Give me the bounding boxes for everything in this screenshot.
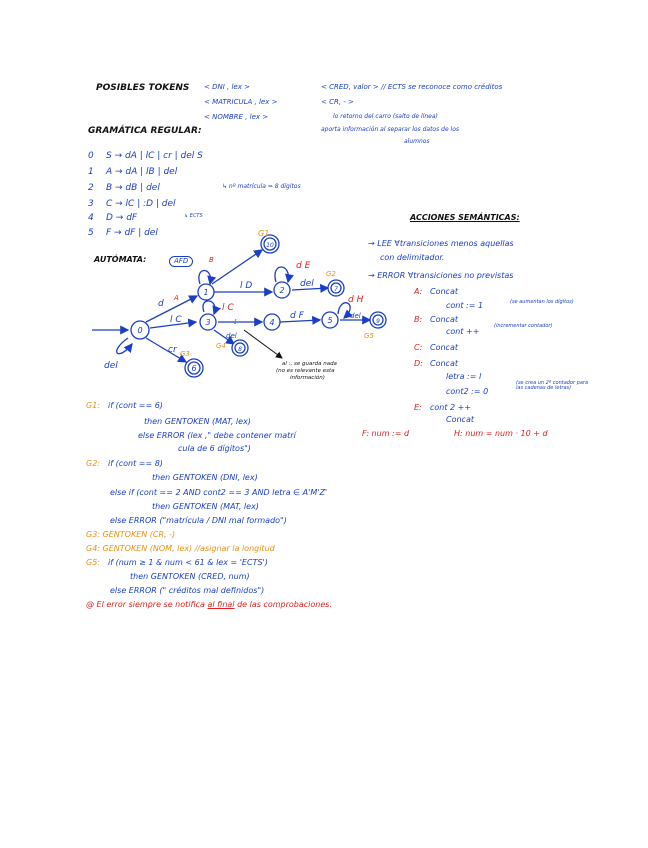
g1-line-2: then GENTOKEN (MAT, lex): [144, 417, 251, 426]
edge-label: del: [226, 332, 237, 340]
edge-label: d H: [348, 295, 364, 305]
g1-line-3: else ERROR (lex ," debe contener matrí: [138, 431, 296, 440]
g5-line-3: else ERROR (" créditos mal definidos"): [110, 586, 265, 595]
grammar-rule: B → dB | del: [106, 183, 160, 193]
g2-line-5: else ERROR ("matrícula / DNI mal formado"): [110, 516, 287, 525]
rule-number: 4: [88, 213, 94, 223]
edge-label: d E: [296, 261, 311, 271]
edge-1-10: [212, 250, 262, 284]
rule-number: 0: [88, 151, 94, 161]
token-matricula: < MATRICULA , lex >: [204, 98, 278, 106]
loop-1: [199, 271, 211, 285]
state-label: 3: [205, 318, 211, 327]
grammar-rule: C → lC | :D | del: [106, 199, 176, 209]
state-label: 7: [334, 286, 338, 293]
edge-label: B: [209, 256, 214, 264]
grammar-note-ects: ↳ ECTS: [184, 213, 203, 219]
g3-line: G3: GENTOKEN (CR, -): [86, 530, 176, 539]
action-e-1: cont 2 ++: [430, 403, 472, 412]
edge-label: l C: [170, 315, 182, 325]
state-label: 6: [191, 364, 197, 373]
action-d-1: Concat: [430, 359, 458, 368]
nothing-note-3: información): [290, 375, 325, 381]
lee-line-1: → LEE ∀transiciones menos aquellas: [368, 239, 514, 248]
cr-note-2: aporta información al separar los datos de los: [321, 126, 460, 133]
action-d-note: (se crea un 2º contador para las cadenas de letras): [516, 380, 589, 391]
action-b-note: (incrementar contador): [494, 323, 553, 329]
grammar-rule: S → dA | lC | cr | del S: [106, 151, 203, 161]
final-note-suffix: de las comprobaciones.: [237, 600, 333, 609]
action-tag: G5: [364, 332, 374, 340]
grammar-heading: GRAMÁTICA REGULAR:: [88, 126, 202, 136]
action-a-2: cont := 1: [446, 301, 484, 310]
rule-number: 2: [88, 183, 94, 193]
g4-line: G4: GENTOKEN (NOM, lex) //asignar la longitud: [86, 544, 275, 553]
action-tag: G4: [216, 342, 226, 350]
edge-label: del: [300, 279, 314, 289]
g1-line-4: cula de 6 dígitos"): [178, 444, 251, 453]
action-e-2: Concat: [446, 415, 474, 424]
action-h: H: num = num · 10 + d: [454, 429, 548, 438]
action-c-label: C:: [414, 343, 423, 352]
cr-note-1: lo retorno del carro (salto de línea): [333, 113, 438, 120]
token-cr: < CR, - >: [321, 98, 354, 106]
action-a-1: Concat: [430, 287, 458, 296]
state-label: 10: [266, 242, 274, 249]
state-label: 2: [279, 286, 285, 295]
g2-label: G2:: [86, 459, 100, 468]
state-label: 8: [238, 346, 242, 353]
rule-number: 3: [88, 199, 94, 209]
lee-line-2: con delimitador.: [380, 253, 445, 262]
action-tag: G1: [258, 229, 270, 238]
action-b-1: Concat: [430, 315, 458, 324]
g5-line-2: then GENTOKEN (CRED, num): [130, 572, 250, 581]
g1-label: G1:: [86, 401, 100, 410]
final-note-underlined: al final: [207, 600, 235, 609]
action-tag: G3: [180, 350, 190, 358]
cr-note-3: alumnos: [404, 138, 430, 145]
automaton-heading: AUTÓMATA:: [94, 255, 147, 264]
action-a-label: A:: [414, 287, 423, 296]
edge-label: cr: [168, 345, 177, 355]
edge-label: del: [350, 312, 361, 320]
edge-label: d: [158, 299, 164, 309]
note-arrow: [244, 330, 282, 358]
state-label: 4: [269, 318, 275, 327]
edge-label: d F: [290, 311, 304, 321]
rule-number: 1: [88, 167, 94, 177]
error-line: → ERROR ∀transiciones no previstas: [368, 271, 514, 280]
edge-label: A: [174, 294, 179, 302]
tokens-heading: POSIBLES TOKENS: [96, 83, 190, 93]
grammar-rule: A → dA | lB | del: [106, 167, 178, 177]
g2-line-2: then GENTOKEN (DNI, lex): [152, 473, 258, 482]
edge-label: l D: [240, 281, 253, 291]
action-d-2: letra := l: [446, 372, 482, 381]
g1-line-1: if (cont == 6): [108, 401, 163, 410]
g2-line-3: else if (cont == 2 AND cont2 == 3 AND letra ∈ A'M'Z': [110, 488, 328, 497]
action-d-label: D:: [414, 359, 423, 368]
state-label: 0: [137, 326, 143, 335]
grammar-rule: D → dF: [106, 213, 138, 223]
state-label: 9: [376, 318, 380, 325]
token-dni: < DNI , lex >: [204, 83, 250, 91]
loop-5: [338, 303, 350, 318]
edge-label: l C: [222, 303, 234, 313]
grammar-rule: F → dF | del: [106, 228, 158, 238]
state-label: 5: [327, 316, 333, 325]
edge-label: :: [234, 317, 238, 327]
g5-label: G5:: [86, 558, 100, 567]
g2-line-1: if (cont == 8): [108, 459, 163, 468]
g5-line-1: if (num ≥ 1 & num < 61 & lex = 'ECTS'): [108, 558, 268, 567]
edge-label: del: [104, 361, 118, 371]
action-d-3: cont2 := 0: [446, 387, 489, 396]
token-cred: < CRED, valor > // ECTS se reconoce como créditos: [321, 83, 503, 91]
semantic-heading: ACCIONES SEMÁNTICAS:: [410, 213, 520, 222]
loop-0: [117, 338, 132, 354]
grammar-note-matricula: ↳ nº matrícula = 8 dígitos: [222, 183, 301, 190]
loop-3: [203, 301, 215, 314]
rule-number: 5: [88, 228, 94, 238]
action-c-1: Concat: [430, 343, 458, 352]
final-note: [86, 601, 332, 609]
action-a-note: (se aumentan los dígitos): [510, 299, 574, 305]
action-e-label: E:: [414, 403, 422, 412]
final-note-prefix: @ El error siempre se notifica: [86, 600, 205, 609]
state-label: 1: [203, 288, 209, 297]
token-nombre: < NOMBRE , lex >: [204, 113, 269, 121]
action-b-label: B:: [414, 315, 423, 324]
nothing-note-1: al :, se guarda nada: [282, 361, 337, 367]
action-f: F: num := d: [362, 429, 410, 438]
nothing-note-2: (no es relevante esta: [276, 368, 335, 374]
loop-2: [275, 267, 289, 282]
action-b-2: cont ++: [446, 327, 480, 336]
action-tag: G2: [326, 270, 336, 278]
g2-line-4: then GENTOKEN (MAT, lex): [152, 502, 259, 511]
afd-badge: AFD: [169, 256, 193, 267]
